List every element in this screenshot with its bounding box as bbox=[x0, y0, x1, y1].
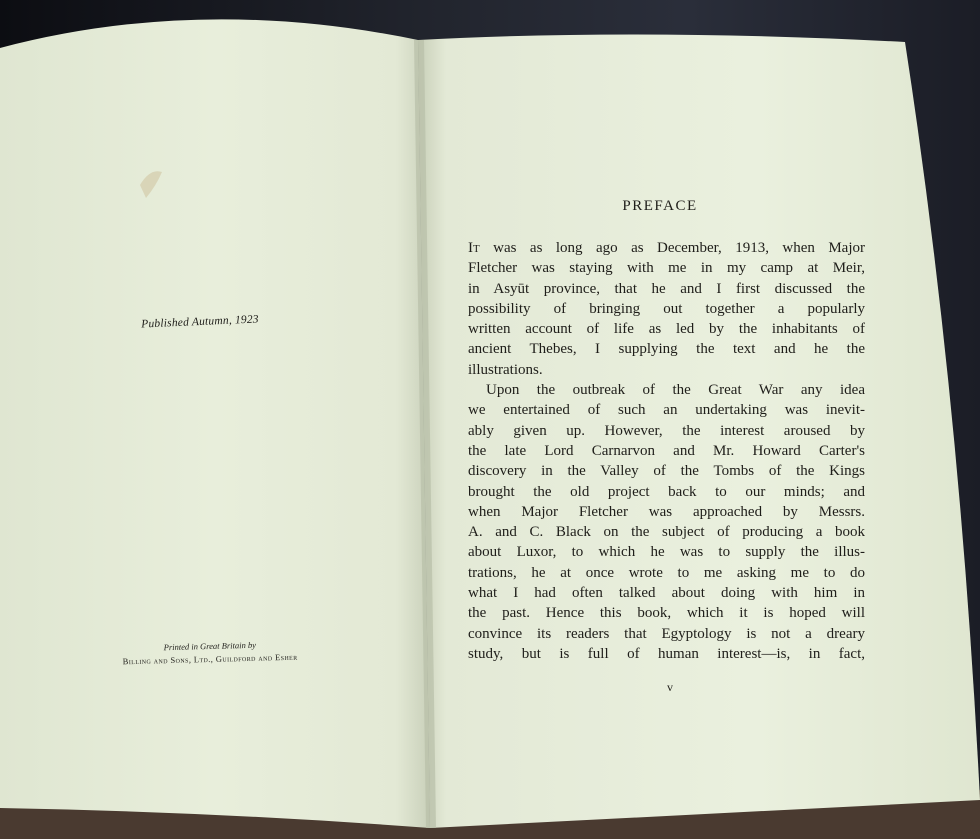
text-line: It was as long ago as December, 1913, when Major bbox=[468, 240, 865, 256]
text-line: what I had often talked about doing with him in bbox=[468, 585, 865, 602]
text-line: the late Lord Carnarvon and Mr. Howard Carter's bbox=[468, 442, 865, 459]
text-line: possibility of bringing out together a popularly bbox=[468, 300, 865, 317]
text-line: about Luxor, to which he was to supply the illus- bbox=[468, 544, 865, 561]
text-line: illustrations. bbox=[468, 361, 543, 378]
text-line: convince its readers that Egyptology is not a dreary bbox=[468, 625, 865, 642]
text-line: when Major Fletcher was approached by Messrs. bbox=[468, 503, 865, 520]
text-line: brought the old project back to our minds; and bbox=[468, 483, 865, 500]
drop-word: It bbox=[468, 240, 480, 256]
text-line: discovery in the Valley of the Tombs of the Kings bbox=[468, 463, 865, 480]
page-title: PREFACE bbox=[622, 198, 698, 214]
printer-line-2: Billing and Sons, Ltd., Guildford and Esher bbox=[122, 651, 298, 667]
publication-date: Published Autumn, 1923 bbox=[140, 313, 260, 331]
text-line: study, but is full of human interest—is, in fact, bbox=[468, 645, 865, 662]
text-line: Fletcher was staying with me in my camp at Meir, bbox=[468, 260, 865, 277]
text-line: in Asyūt province, that he and I first discussed the bbox=[468, 280, 865, 297]
left-page bbox=[0, 19, 430, 828]
text-line: written account of life as led by the inhabitants of bbox=[468, 321, 865, 338]
text-line: the past. Hence this book, which it is hoped will bbox=[468, 605, 865, 622]
text-line: trations, he at once wrote to me asking me to do bbox=[468, 564, 865, 581]
text-line: we entertained of such an undertaking was inevit- bbox=[468, 402, 865, 419]
page-number: v bbox=[667, 680, 673, 694]
text-line: Upon the outbreak of the Great War any idea bbox=[486, 382, 865, 399]
text-line: ancient Thebes, I supplying the text and he the bbox=[468, 341, 865, 358]
text-line: ably given up. However, the interest aroused by bbox=[468, 422, 865, 439]
text-line: A. and C. Black on the subject of producing a book bbox=[468, 524, 865, 541]
preface-body bbox=[468, 238, 865, 664]
printer-line-1: Printed in Great Britain by bbox=[163, 639, 257, 653]
